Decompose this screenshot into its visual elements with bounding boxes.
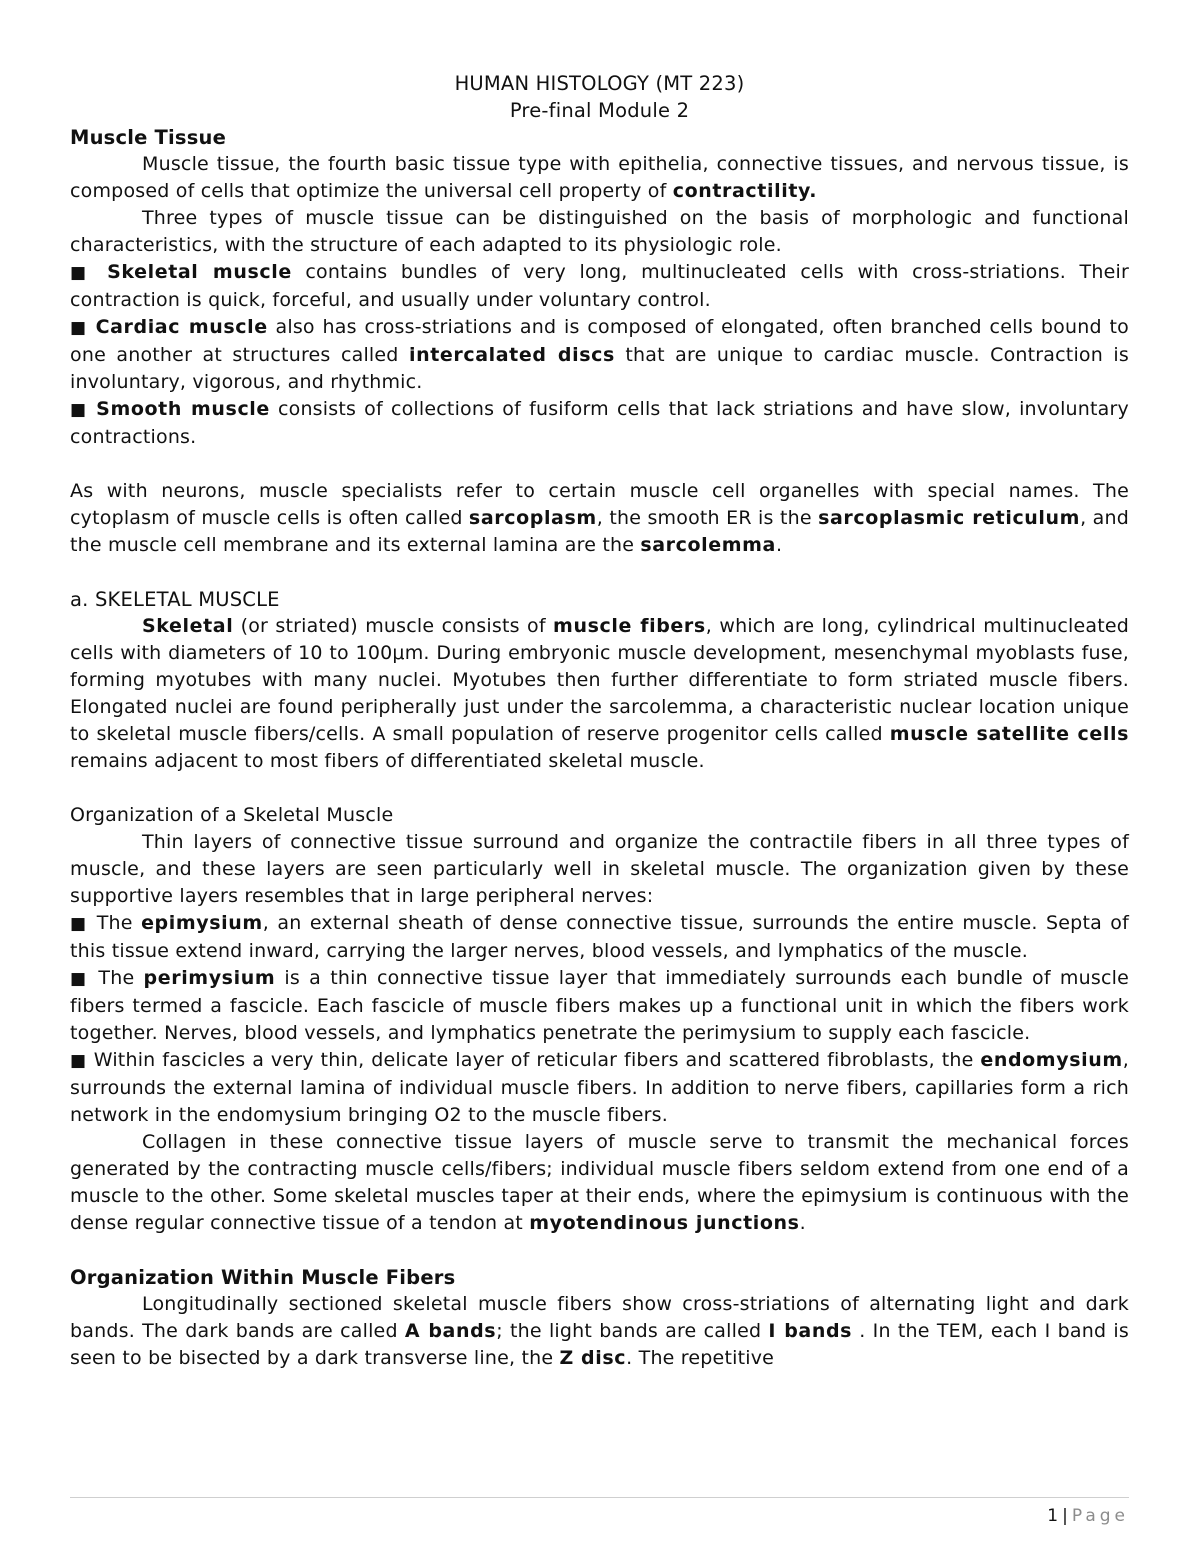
paragraph-within-fibers: Longitudinally sectioned skeletal muscle fibers show cross-striations of alternating light and dark bands. The dark bands are called A bands; the light bands are called I bands . In the TEM, each I band is seen to be bisected by a dark transverse line, the Z disc. The repetitive — [70, 1293, 1129, 1369]
document-title: HUMAN HISTOLOGY (MT 223) — [454, 72, 745, 95]
subheading-organization-skeletal: Organization of a Skeletal Muscle — [70, 804, 394, 826]
document-page — [70, 70, 1129, 1372]
bullet-square-icon: ■ — [70, 969, 90, 989]
page-footer — [1047, 1504, 1129, 1528]
bullet-endomysium: ■ Within fascicles a very thin, delicate layer of reticular fibers and scattered fibroblasts, the endomysium, surrounds the external lamina of individual muscle fibers. In addition to nerve fibers, capillaries form a rich network in the endomysium bringing O2 to the muscle fibers. — [70, 1049, 1129, 1126]
bullet-perimysium: ■ The perimysium is a thin connective tissue layer that immediately surrounds each bundle of muscle fibers termed a fascicle. Each fascicle of muscle fibers makes up a functional unit in which the fibers work together. Nerves, blood vessels, and lymphatics penetrate the perimysium to supply each fascicle. — [70, 967, 1130, 1044]
bullet-smooth-muscle: ■ Smooth muscle consists of collections of fusiform cells that lack striations and have slow, involuntary contractions. — [70, 398, 1129, 448]
paragraph-organization-intro: Thin layers of connective tissue surround and organize the contractile fibers in all three types of muscle, and these layers are seen particularly well in skeletal muscle. The organization given by these supportive layers resembles that in large peripheral nerves: — [70, 831, 1129, 907]
footer-divider — [70, 1497, 1129, 1498]
bullet-cardiac-muscle: ■ Cardiac muscle also has cross-striations and is composed of elongated, often branched cells bound to one another at structures called intercalated discs that are unique to cardiac muscle. Contraction is involuntary, vigorous, and rhythmic. — [70, 316, 1129, 393]
paragraph-special-names: As with neurons, muscle specialists refer to certain muscle cell organelles with special names. The cytoplasm of muscle cells is often called sarcoplasm, the smooth ER is the sarcoplasmic reticulum, and the muscle cell membrane and its external lamina are the sarcolemma. — [70, 480, 1129, 556]
paragraph-skeletal-muscle: Skeletal (or striated) muscle consists of muscle fibers, which are long, cylindrical multinucleated cells with diameters of 10 to 100μm. During embryonic muscle development, mesenchymal myoblasts fuse, forming myotubes with many nuclei. Myotubes then further differentiate to form striated muscle fibers. Elongated nuclei are found peripherally just under the sarcolemma, a characteristic nuclear location unique to skeletal muscle fibers/cells. A small population of reserve progenitor cells called muscle satellite cells remains adjacent to most fibers of differentiated skeletal muscle. — [70, 615, 1130, 772]
section-heading-skeletal-muscle: a. SKELETAL MUSCLE — [70, 588, 280, 611]
paragraph-collagen: Collagen in these connective tissue layers of muscle serve to transmit the mechanical forces generated by the contracting muscle cells/fibers; individual muscle fibers seldom extend from one end of a muscle to the other. Some skeletal muscles taper at their ends, where the epimysium is continuous with the dense regular connective tissue of a tendon at myotendinous junctions. — [70, 1131, 1129, 1234]
page-number: 1 — [1047, 1506, 1059, 1526]
page-label: Page — [1071, 1506, 1129, 1526]
document-subtitle: Pre-final Module 2 — [509, 99, 690, 122]
bullet-square-icon: ■ — [70, 400, 89, 420]
bullet-square-icon: ■ — [70, 318, 88, 338]
section-heading-muscle-tissue: Muscle Tissue — [70, 126, 227, 149]
bullet-square-icon: ■ — [70, 263, 94, 283]
paragraph-three-types: Three types of muscle tissue can be distinguished on the basis of morphologic and functional characteristics, with the structure of each adapted to its physiologic role. — [70, 207, 1129, 256]
bullet-square-icon: ■ — [70, 1051, 87, 1071]
bullet-epimysium: ■ The epimysium, an external sheath of dense connective tissue, surrounds the entire muscle. Septa of this tissue extend inward, carrying the larger nerves, blood vessels, and lymphatics of the muscle. — [70, 912, 1130, 962]
bullet-skeletal-muscle: ■ Skeletal muscle contains bundles of very long, multinucleated cells with cross-striations. Their contraction is quick, forceful, and usually under voluntary control. — [70, 261, 1129, 311]
footer-separator: | — [1062, 1506, 1068, 1526]
section-heading-within-fibers: Organization Within Muscle Fibers — [70, 1266, 456, 1289]
bullet-square-icon: ■ — [70, 914, 89, 934]
paragraph-muscle-intro: Muscle tissue, the fourth basic tissue type with epithelia, connective tissues, and nervous tissue, is composed of cells that optimize the universal cell property of contractility. — [70, 153, 1129, 202]
